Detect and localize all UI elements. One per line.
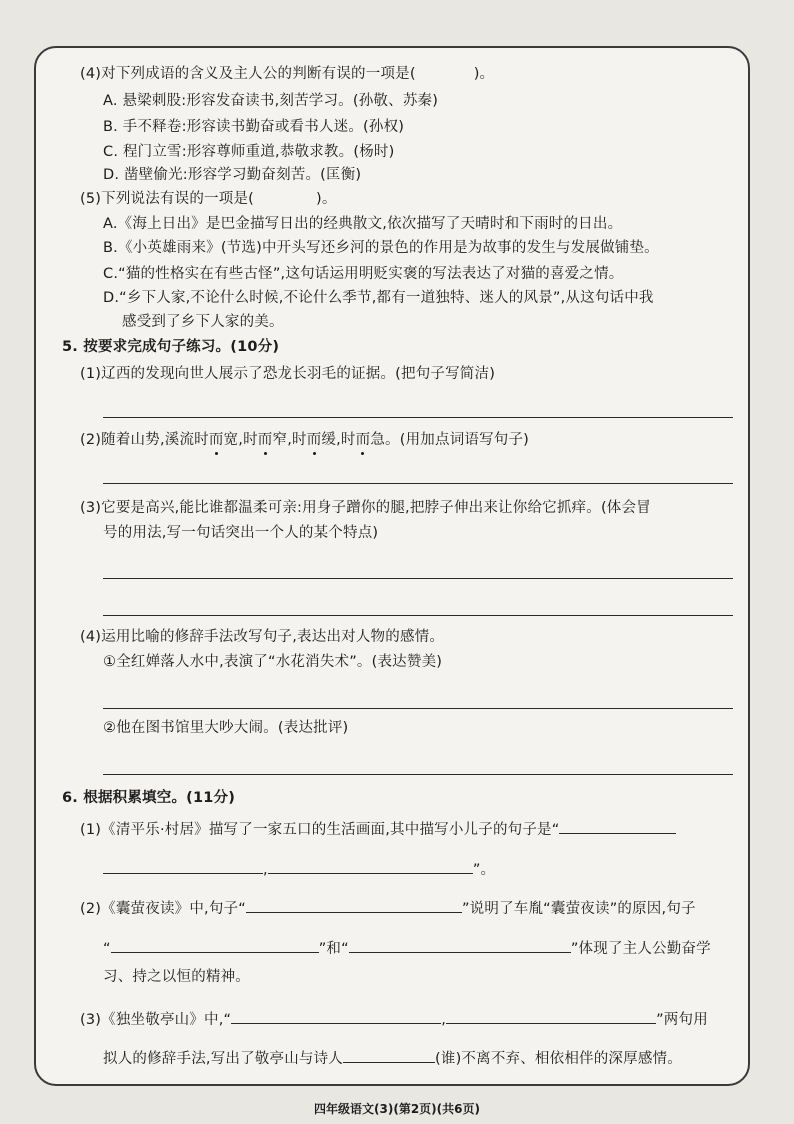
answer-line-5-2[interactable] [103, 483, 733, 484]
blank-6-2b[interactable] [111, 937, 319, 953]
q4-5-option-c: C.“猫的性格实在有些古怪”,这句话运用明贬实褒的写法表达了对猫的喜爱之情。 [103, 266, 624, 282]
answer-line-5-1[interactable] [103, 417, 733, 418]
q5-item-1: (1)辽西的发现向世人展示了恐龙长羽毛的证据。(把句子写简洁) [80, 366, 496, 382]
q4-5-option-b: B.《小英雄雨来》(节选)中开头写还乡河的景色的作用是为故事的发生与发展做铺垫。 [103, 240, 659, 256]
q6-item-1-line-2: , ”。 [103, 858, 495, 880]
answer-line-5-3b[interactable] [103, 615, 733, 616]
q4-4-stem: (4)对下列成语的含义及主人公的判断有误的一项是( )。 [80, 66, 495, 82]
q5-title: 5. 按要求完成句子练习。(10分) [62, 339, 280, 355]
q6-item-2-line-2: “ ”和“ ”体现了主人公勤奋学 [103, 937, 711, 959]
q6-item-2-line-1: (2)《囊萤夜读》中,句子“ ”说明了车胤“囊萤夜读”的原因,句子 [80, 897, 696, 919]
page-footer: 四年级语文(3)(第2页)(共6页) [314, 1102, 480, 1116]
q6-item-1-line-1: (1)《清平乐·村居》描写了一家五口的生活画面,其中描写小儿子的句子是“ [80, 818, 676, 840]
answer-line-5-4b[interactable] [103, 774, 733, 775]
q4-4-option-b: B. 手不释卷:形容读书勤奋或看书人迷。(孙权) [103, 119, 405, 135]
q4-4-option-d: D. 凿壁偷光:形容学习勤奋刻苦。(匡衡) [103, 167, 362, 183]
q6-item-2-line-3: 习、持之以恒的精神。 [103, 969, 250, 985]
q4-5-stem: (5)下列说法有误的一项是( )。 [80, 191, 337, 207]
q5-item-4b: ②他在图书馆里大吵大闹。(表达批评) [103, 720, 349, 736]
blank-6-1b[interactable] [103, 858, 263, 874]
q5-item-3-line-1: (3)它要是高兴,能比谁都温柔可亲:用身子蹭你的腿,把脖子伸出来让你给它抓痒。(体会冒 [80, 500, 651, 516]
q5-item-4a: ①全红婵落人水中,表演了“水花消失术”。(表达赞美) [103, 654, 443, 670]
q5-item-4: (4)运用比喻的修辞手法改写句子,表达出对人物的感情。 [80, 629, 445, 645]
blank-6-3a[interactable] [231, 1008, 441, 1024]
q5-item-2: (2)随着山势,溪流时而宽,时而窄,时而缓,时而急。(用加点词语写句子) [80, 432, 530, 448]
q4-5-option-d-cont: 感受到了乡下人家的美。 [122, 314, 284, 330]
q4-4-option-a: A. 悬梁刺股:形容发奋读书,刻苦学习。(孙敬、苏秦) [103, 93, 439, 109]
blank-6-3b[interactable] [446, 1008, 656, 1024]
answer-line-5-4a[interactable] [103, 708, 733, 709]
q6-title: 6. 根据积累填空。(11分) [62, 790, 236, 806]
q6-item-3-line-2: 拟人的修辞手法,写出了敬亭山与诗人 (谁)不离不弃、相依相伴的深厚感情。 [103, 1047, 682, 1069]
blank-6-3c[interactable] [343, 1047, 435, 1063]
q6-item-3-line-1: (3)《独坐敬亭山》中,“ , ”两句用 [80, 1008, 708, 1030]
blank-6-2a[interactable] [246, 897, 462, 913]
q4-5-option-a: A.《海上日出》是巴金描写日出的经典散文,依次描写了天晴时和下雨时的日出。 [103, 216, 623, 232]
blank-6-1c[interactable] [268, 858, 473, 874]
q4-4-option-c: C. 程门立雪:形容尊师重道,恭敬求教。(杨时) [103, 144, 395, 160]
q5-item-3-line-2: 号的用法,写一句话突出一个人的某个特点) [103, 525, 379, 541]
blank-6-2c[interactable] [349, 937, 571, 953]
blank-6-1a[interactable] [559, 818, 676, 834]
q4-5-option-d: D.“乡下人家,不论什么时候,不论什么季节,都有一道独特、迷人的风景”,从这句话中我 [103, 290, 654, 306]
answer-line-5-3a[interactable] [103, 578, 733, 579]
